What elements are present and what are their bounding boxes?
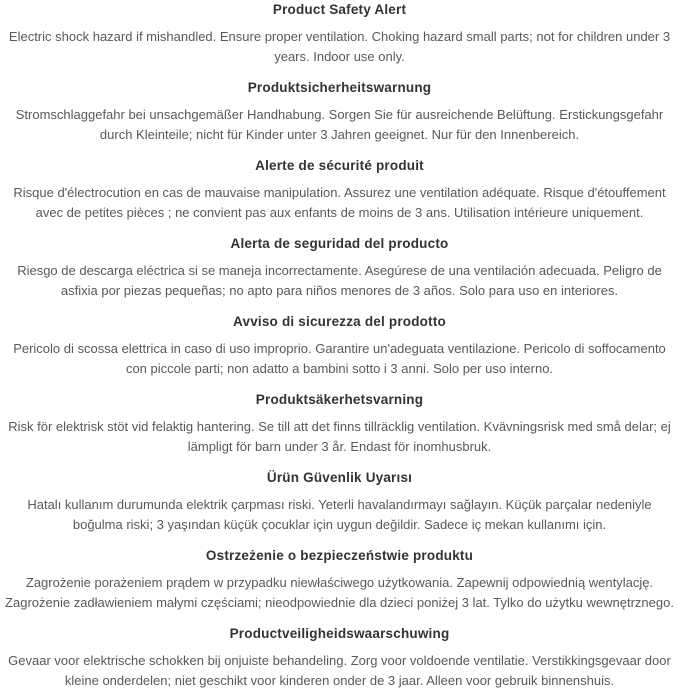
- section-body-german: Stromschlaggefahr bei unsachgemäßer Handhabung. Sorgen Sie für ausreichende Belüftung. Erstickungsgefahr durch Kleinteile; nicht für Kinder unter 3 Jahren geeignet. Nur für den Innenbereich.: [15, 107, 664, 142]
- section-heading-spanish: Alerta de seguridad del producto: [230, 236, 449, 251]
- section-german: [0, 78, 679, 144]
- section-body-dutch: Gevaar voor elektrische schokken bij onjuiste behandeling. Zorg voor voldoende ventilatie. Verstikkingsgevaar door kleine onderdelen; niet geschikt voor kinderen onder de 3 jaar. Alleen voor gebruik binnenshuis.: [8, 653, 671, 688]
- section-body-swedish: Risk för elektrisk stöt vid felaktig hantering. Se till att det finns tillräcklig ventilation. Kvävningsrisk med små delar; ej lämpligt för barn under 3 år. Endast för inomhusbruk.: [8, 419, 671, 454]
- section-polish: [0, 546, 679, 612]
- section-turkish: [0, 468, 679, 534]
- section-body-english: Electric shock hazard if mishandled. Ensure proper ventilation. Choking hazard small parts; not for children under 3 years. Indoor use only.: [8, 29, 671, 64]
- section-body-turkish: Hatalı kullanım durumunda elektrik çarpması riski. Yeterli havalandırmayı sağlayın. Küçük parçalar nedeniyle boğulma riski; 3 yaşından küçük çocuklar için uygun değildir. Sadece iç mekan kullanımı için.: [27, 497, 652, 532]
- section-body-spanish: Riesgo de descarga eléctrica si se maneja incorrectamente. Asegúrese de una ventilación adecuada. Peligro de asfixia por piezas pequeñas; no apto para niños menores de 3 años. Solo para uso en interiores.: [17, 263, 662, 298]
- section-heading-polish: Ostrzeżenie o bezpieczeństwie produktu: [205, 548, 474, 563]
- section-heading-italian: Avviso di sicurezza del prodotto: [233, 314, 446, 329]
- section-heading-english: Product Safety Alert: [272, 2, 407, 17]
- section-heading-french: Alerte de sécurité produit: [255, 158, 424, 173]
- section-french: [0, 156, 679, 222]
- section-dutch: [0, 624, 679, 690]
- section-heading-turkish: Ürün Güvenlik Uyarısı: [266, 470, 413, 485]
- section-italian: [0, 312, 679, 378]
- section-spanish: [0, 234, 679, 300]
- section-english: [0, 0, 679, 66]
- section-body-italian: Pericolo di scossa elettrica in caso di uso improprio. Garantire un'adeguata ventilazione. Pericolo di soffocamento con piccole parti; non adatto a bambini sotto i 3 anni. Solo per uso interno.: [13, 341, 666, 376]
- section-body-polish: Zagrożenie porażeniem prądem w przypadku niewłaściwego użytkowania. Zapewnij odpowiednią wentylację. Zagrożenie zadławieniem małymi częściami; nieodpowiednie dla dzieci poniżej 3 lat. Tylko do użytku wewnętrznego.: [5, 575, 674, 610]
- section-heading-swedish: Produktsäkerhetsvarning: [255, 392, 424, 407]
- section-heading-german: Produktsicherheitswarnung: [247, 80, 432, 95]
- section-body-french: Risque d'électrocution en cas de mauvaise manipulation. Assurez une ventilation adéquate. Risque d'étouffement avec de petites pièces ; ne convient pas aux enfants de moins de 3 ans. Utilisation intérieure uniquement.: [13, 185, 666, 220]
- section-swedish: [0, 390, 679, 456]
- section-heading-dutch: Productveiligheidswaarschuwing: [229, 626, 450, 641]
